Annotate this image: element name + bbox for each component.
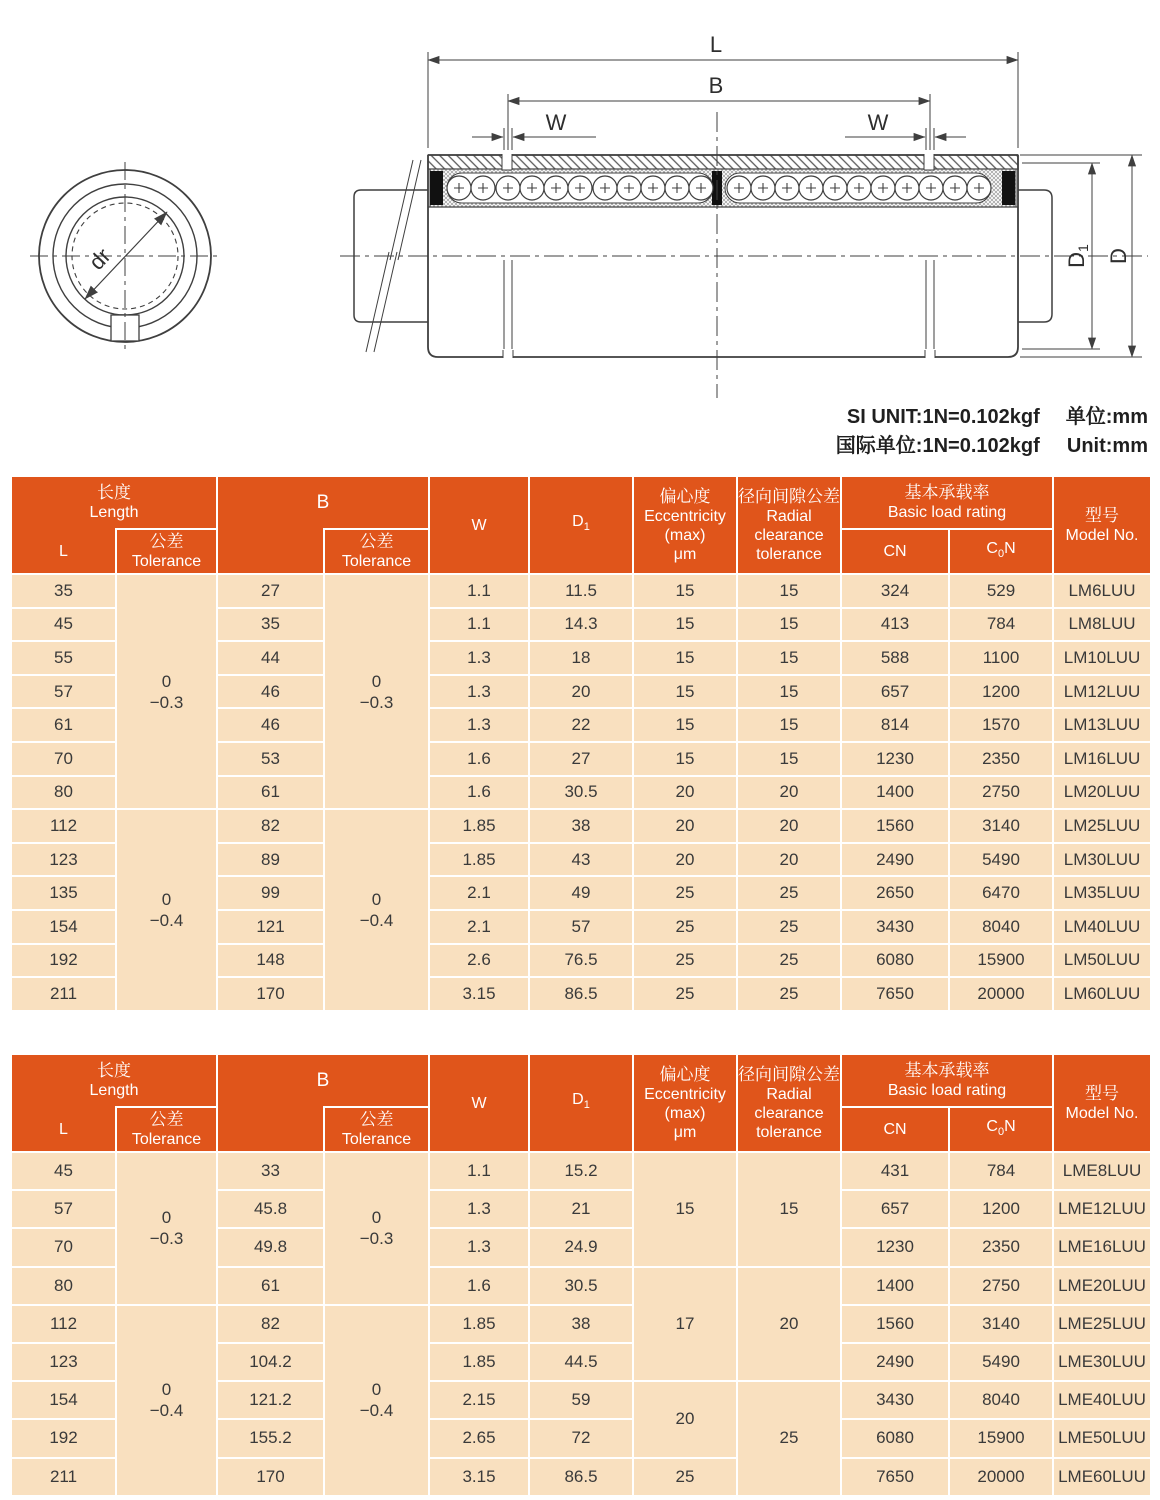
cell: 61 — [217, 776, 324, 810]
cell: 148 — [217, 944, 324, 978]
header-eccentricity: 偏心度 Eccentricity (max) μm — [633, 476, 737, 574]
dim-label-D1: D1 — [1064, 244, 1091, 268]
cell: 211 — [11, 977, 116, 1011]
cell: 431 — [841, 1152, 949, 1190]
cell: 15.2 — [529, 1152, 633, 1190]
cell: 25 — [737, 876, 841, 910]
dim-label-W-right: W — [867, 110, 889, 135]
model-cell: LM35LUU — [1053, 876, 1151, 910]
cell: 45 — [11, 608, 116, 642]
cell: 2350 — [949, 1228, 1053, 1266]
cell: 1230 — [841, 742, 949, 776]
tolerance-cell: 0 −0.3 — [324, 1152, 429, 1305]
cell: 1200 — [949, 675, 1053, 709]
cell: 1.3 — [429, 708, 529, 742]
model-cell: LME16LUU — [1053, 1228, 1151, 1266]
tolerance-cell: 0 −0.3 — [324, 574, 429, 809]
cell: 657 — [841, 1190, 949, 1228]
cell: 121 — [217, 910, 324, 944]
cell: 1400 — [841, 1267, 949, 1305]
cell: 61 — [11, 708, 116, 742]
cell: 1.85 — [429, 1343, 529, 1381]
seal-left — [430, 171, 443, 205]
cell: 1570 — [949, 708, 1053, 742]
dim-label-B: B — [708, 73, 724, 98]
cell: 25 — [633, 944, 737, 978]
cell: 22 — [529, 708, 633, 742]
cell: 1.3 — [429, 675, 529, 709]
header-length-group: 长度 Length — [11, 1054, 217, 1107]
cell: 11.5 — [529, 574, 633, 608]
model-cell: LM25LUU — [1053, 809, 1151, 843]
header-c0n: $C_0N$ — [949, 529, 1053, 574]
cell: 15 — [633, 608, 737, 642]
cell: 20000 — [949, 977, 1053, 1011]
cell: 2.1 — [429, 910, 529, 944]
model-cell: LM8LUU — [1053, 608, 1151, 642]
cell: 1.1 — [429, 574, 529, 608]
cell: 20 — [737, 843, 841, 877]
cell: 7650 — [841, 1458, 949, 1496]
cell: 17 — [633, 1267, 737, 1382]
table-row — [11, 574, 1151, 608]
header-tolerance-b: 公差 Tolerance — [324, 1107, 429, 1152]
cell: 2.6 — [429, 944, 529, 978]
table-header-row — [11, 476, 1151, 529]
header-model: 型号 Model No. — [1053, 476, 1151, 574]
section-view — [340, 32, 1148, 398]
cell: 8040 — [949, 1381, 1053, 1419]
cell: 20 — [633, 776, 737, 810]
cell: 57 — [11, 675, 116, 709]
model-cell: LM16LUU — [1053, 742, 1151, 776]
model-cell: LME40LUU — [1053, 1381, 1151, 1419]
cell: 3430 — [841, 910, 949, 944]
cell: 1.85 — [429, 843, 529, 877]
cell: 15900 — [949, 1419, 1053, 1457]
model-cell: LME30LUU — [1053, 1343, 1151, 1381]
header-eccentricity: 偏心度 Eccentricity (max) μm — [633, 1054, 737, 1152]
cell: 15 — [737, 574, 841, 608]
cell: 2750 — [949, 776, 1053, 810]
cell: 80 — [11, 776, 116, 810]
header-length-group: 长度 Length — [11, 476, 217, 529]
units-note-intl: 国际单位:1N=0.102kgf — [835, 435, 1040, 457]
cell: 3140 — [949, 1305, 1053, 1343]
lm-table — [10, 475, 1152, 1012]
cell: 46 — [217, 675, 324, 709]
header-b-value — [217, 529, 324, 574]
cell: 15 — [737, 641, 841, 675]
model-cell: LM30LUU — [1053, 843, 1151, 877]
cell: 15 — [633, 708, 737, 742]
cell: 192 — [11, 1419, 116, 1457]
cell: 1200 — [949, 1190, 1053, 1228]
cell: 20 — [737, 809, 841, 843]
cell: 53 — [217, 742, 324, 776]
model-cell: LME20LUU — [1053, 1267, 1151, 1305]
cell: 121.2 — [217, 1381, 324, 1419]
cell: 1400 — [841, 776, 949, 810]
cell: 49 — [529, 876, 633, 910]
header-b-group: B — [217, 1054, 429, 1107]
cell: 35 — [11, 574, 116, 608]
cell: 2.15 — [429, 1381, 529, 1419]
table-header-row — [11, 1054, 1151, 1107]
model-cell: LM20LUU — [1053, 776, 1151, 810]
cell: 112 — [11, 809, 116, 843]
cell: 82 — [217, 1305, 324, 1343]
cell: 2.1 — [429, 876, 529, 910]
header-cn: CN — [841, 529, 949, 574]
cell: 30.5 — [529, 1267, 633, 1305]
cell: 20000 — [949, 1458, 1053, 1496]
cell: 123 — [11, 843, 116, 877]
model-cell: LME25LUU — [1053, 1305, 1151, 1343]
cell: 27 — [217, 574, 324, 608]
header-d1: $D_1$ — [529, 1054, 633, 1152]
cell: 413 — [841, 608, 949, 642]
model-cell: LM60LUU — [1053, 977, 1151, 1011]
tolerance-cell: 0 −0.4 — [116, 1305, 217, 1496]
model-cell: LM6LUU — [1053, 574, 1151, 608]
cell: 44.5 — [529, 1343, 633, 1381]
cell: 2.65 — [429, 1419, 529, 1457]
tolerance-cell: 0 −0.3 — [116, 1152, 217, 1305]
cell: 1.1 — [429, 1152, 529, 1190]
cell: 657 — [841, 675, 949, 709]
cell: 3.15 — [429, 1458, 529, 1496]
cell: 8040 — [949, 910, 1053, 944]
dim-label-D: D — [1106, 248, 1131, 264]
cell: 1.3 — [429, 1228, 529, 1266]
cell: 15 — [737, 1152, 841, 1267]
model-cell: LM13LUU — [1053, 708, 1151, 742]
model-cell: LME8LUU — [1053, 1152, 1151, 1190]
cell: 1.1 — [429, 608, 529, 642]
cell: 155.2 — [217, 1419, 324, 1457]
model-cell: LM12LUU — [1053, 675, 1151, 709]
cell: 1230 — [841, 1228, 949, 1266]
model-cell: LME12LUU — [1053, 1190, 1151, 1228]
seal-right — [1002, 171, 1015, 205]
cell: 1.85 — [429, 1305, 529, 1343]
cell: 35 — [217, 608, 324, 642]
cell: 57 — [529, 910, 633, 944]
cell: 25 — [737, 1381, 841, 1496]
cell: 15 — [633, 641, 737, 675]
cell: 25 — [633, 977, 737, 1011]
header-b-group: B — [217, 476, 429, 529]
cell: 80 — [11, 1267, 116, 1305]
cell: 3140 — [949, 809, 1053, 843]
table-row — [11, 1152, 1151, 1190]
cell: 784 — [949, 608, 1053, 642]
table-row — [11, 809, 1151, 843]
cell: 15 — [737, 708, 841, 742]
cell: 76.5 — [529, 944, 633, 978]
header-b-value — [217, 1107, 324, 1152]
cell: 20 — [633, 1381, 737, 1457]
cell: 44 — [217, 641, 324, 675]
cell: 33 — [217, 1152, 324, 1190]
header-tolerance-l: 公差 Tolerance — [116, 1107, 217, 1152]
cell: 1100 — [949, 641, 1053, 675]
cell: 814 — [841, 708, 949, 742]
cell: 18 — [529, 641, 633, 675]
cell: 104.2 — [217, 1343, 324, 1381]
cell: 6080 — [841, 1419, 949, 1457]
header-radial-clearance: 径向间隙公差 Radial clearance tolerance — [737, 476, 841, 574]
header-d1: $D_1$ — [529, 476, 633, 574]
cell: 1.6 — [429, 1267, 529, 1305]
header-l: L — [11, 1107, 116, 1152]
cell: 1.3 — [429, 1190, 529, 1228]
cell: 112 — [11, 1305, 116, 1343]
dim-label-W-left: W — [545, 110, 567, 135]
cell: 14.3 — [529, 608, 633, 642]
cell: 25 — [737, 944, 841, 978]
cell: 70 — [11, 1228, 116, 1266]
model-cell: LME60LUU — [1053, 1458, 1151, 1496]
cell: 15 — [737, 608, 841, 642]
cell: 20 — [737, 1267, 841, 1382]
cell: 49.8 — [217, 1228, 324, 1266]
cell: 211 — [11, 1458, 116, 1496]
cell: 6080 — [841, 944, 949, 978]
cell: 192 — [11, 944, 116, 978]
cell: 59 — [529, 1381, 633, 1419]
header-w: W — [429, 1054, 529, 1152]
cell: 170 — [217, 1458, 324, 1496]
dim-label-L: L — [709, 32, 723, 57]
cell: 154 — [11, 910, 116, 944]
cell: 784 — [949, 1152, 1053, 1190]
header-l: L — [11, 529, 116, 574]
cell: 45.8 — [217, 1190, 324, 1228]
cell: 43 — [529, 843, 633, 877]
model-cell: LME50LUU — [1053, 1419, 1151, 1457]
lme-table-wrapper — [10, 1053, 1152, 1497]
cell: 123 — [11, 1343, 116, 1381]
header-load-group: 基本承载率 Basic load rating — [841, 1054, 1053, 1107]
cell: 5490 — [949, 1343, 1053, 1381]
tolerance-cell: 0 −0.4 — [324, 809, 429, 1011]
cell: 15 — [633, 574, 737, 608]
header-w: W — [429, 476, 529, 574]
cell: 154 — [11, 1381, 116, 1419]
header-tolerance-b: 公差 Tolerance — [324, 529, 429, 574]
header-tolerance-l: 公差 Tolerance — [116, 529, 217, 574]
cell: 21 — [529, 1190, 633, 1228]
cell: 57 — [11, 1190, 116, 1228]
cell: 1.6 — [429, 742, 529, 776]
header-cn: CN — [841, 1107, 949, 1152]
cell: 324 — [841, 574, 949, 608]
cell: 25 — [633, 876, 737, 910]
cell: 1560 — [841, 809, 949, 843]
tolerance-cell: 0 −0.4 — [116, 809, 217, 1011]
cell: 72 — [529, 1419, 633, 1457]
cell: 15 — [737, 742, 841, 776]
header-c0n: $C_0N$ — [949, 1107, 1053, 1152]
cell: 55 — [11, 641, 116, 675]
table-row — [11, 1305, 1151, 1343]
cell: 46 — [217, 708, 324, 742]
end-view — [30, 162, 222, 352]
cell: 99 — [217, 876, 324, 910]
cell: 82 — [217, 809, 324, 843]
cell: 2490 — [841, 1343, 949, 1381]
cell: 2490 — [841, 843, 949, 877]
cell: 1560 — [841, 1305, 949, 1343]
cell: 20 — [633, 843, 737, 877]
cell: 170 — [217, 977, 324, 1011]
cell: 89 — [217, 843, 324, 877]
units-note-si: SI UNIT:1N=0.102kgf — [846, 406, 1040, 428]
cell: 2350 — [949, 742, 1053, 776]
dim-label-dr: dr — [83, 243, 116, 275]
cell: 15 — [737, 675, 841, 709]
units-note — [836, 404, 1148, 459]
cell: 45 — [11, 1152, 116, 1190]
units-note-mm-zh: 单位:mm — [1065, 406, 1148, 428]
cell: 5490 — [949, 843, 1053, 877]
header-radial-clearance: 径向间隙公差 Radial clearance tolerance — [737, 1054, 841, 1152]
cell: 20 — [529, 675, 633, 709]
cell: 7650 — [841, 977, 949, 1011]
cell: 15900 — [949, 944, 1053, 978]
cell: 1.6 — [429, 776, 529, 810]
cell: 24.9 — [529, 1228, 633, 1266]
lm-table-wrapper — [10, 475, 1152, 1012]
cell: 27 — [529, 742, 633, 776]
cell: 6470 — [949, 876, 1053, 910]
cell: 61 — [217, 1267, 324, 1305]
cell: 86.5 — [529, 977, 633, 1011]
cell: 529 — [949, 574, 1053, 608]
cell: 25 — [633, 1458, 737, 1496]
cell: 20 — [633, 809, 737, 843]
technical-drawing — [0, 0, 1160, 405]
model-cell: LM40LUU — [1053, 910, 1151, 944]
tolerance-cell: 0 −0.3 — [116, 574, 217, 809]
cell: 25 — [737, 977, 841, 1011]
model-cell: LM50LUU — [1053, 944, 1151, 978]
units-note-mm-en: Unit:mm — [1066, 435, 1148, 457]
cell: 15 — [633, 742, 737, 776]
cell: 3.15 — [429, 977, 529, 1011]
cell: 38 — [529, 809, 633, 843]
cell: 86.5 — [529, 1458, 633, 1496]
lme-table — [10, 1053, 1152, 1497]
cell: 30.5 — [529, 776, 633, 810]
cell: 1.3 — [429, 641, 529, 675]
cell: 15 — [633, 1152, 737, 1267]
cell: 25 — [633, 910, 737, 944]
cell: 15 — [633, 675, 737, 709]
cell: 25 — [737, 910, 841, 944]
cell: 2750 — [949, 1267, 1053, 1305]
cell: 2650 — [841, 876, 949, 910]
tolerance-cell: 0 −0.4 — [324, 1305, 429, 1496]
cell: 70 — [11, 742, 116, 776]
cell: 3430 — [841, 1381, 949, 1419]
cell: 135 — [11, 876, 116, 910]
header-model: 型号 Model No. — [1053, 1054, 1151, 1152]
cell: 588 — [841, 641, 949, 675]
header-load-group: 基本承载率 Basic load rating — [841, 476, 1053, 529]
model-cell: LM10LUU — [1053, 641, 1151, 675]
cell: 20 — [737, 776, 841, 810]
cell: 38 — [529, 1305, 633, 1343]
cell: 1.85 — [429, 809, 529, 843]
